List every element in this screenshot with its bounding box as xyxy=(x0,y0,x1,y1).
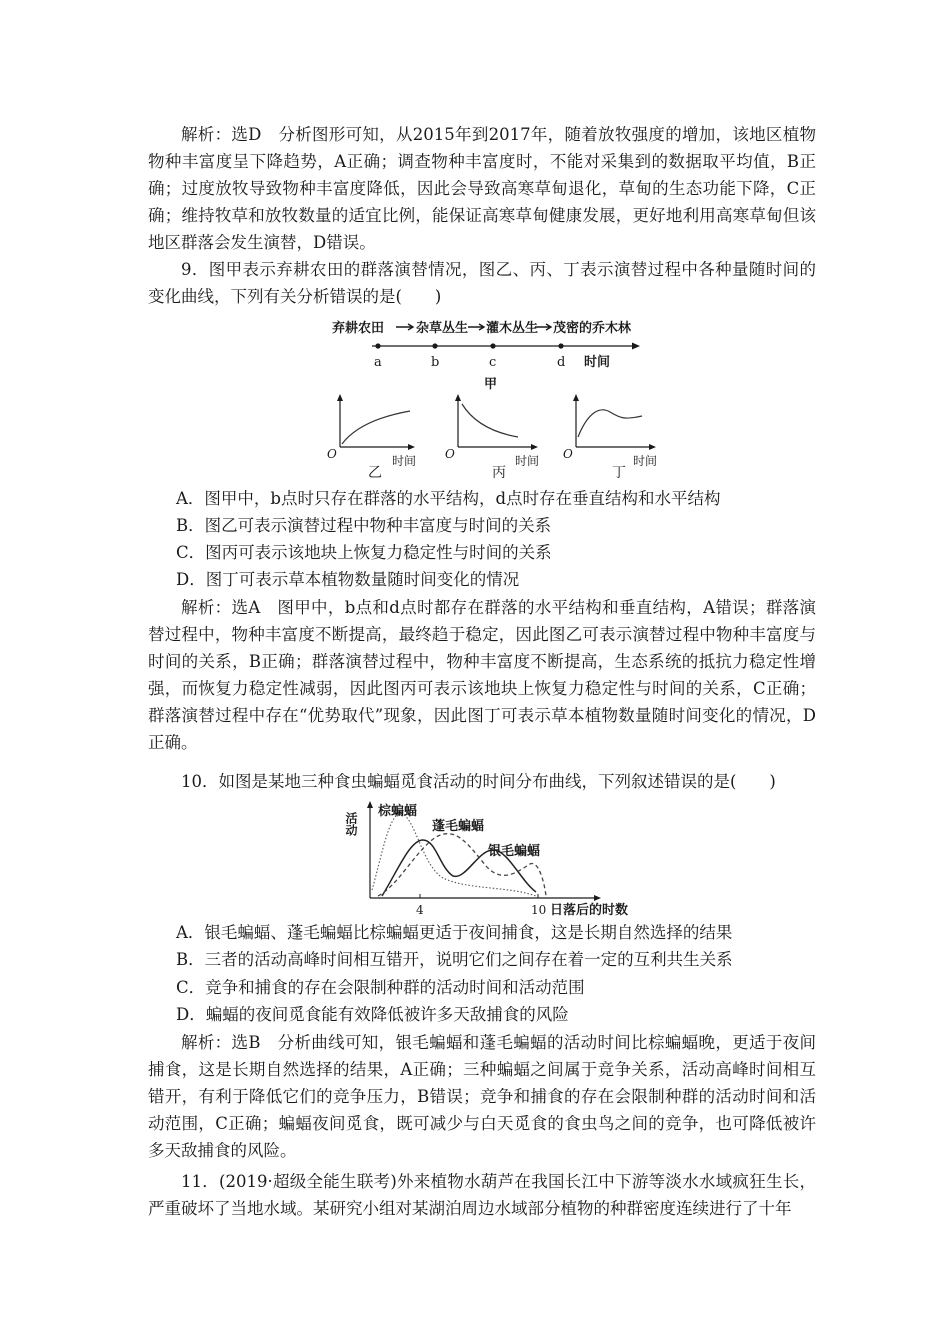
arrowhead-icon xyxy=(367,801,373,808)
origin-label: O xyxy=(563,447,573,461)
tick-label: 4 xyxy=(416,903,424,917)
stage-label: 茂密的乔木林 xyxy=(553,321,632,336)
origin-label: O xyxy=(445,447,455,461)
q10-option-a: A．银毛蝙蝠、蓬毛蝙蝠比棕蝙蝠更适于夜间捕食，这是长期自然选择的结果 xyxy=(176,923,733,942)
figure-jia xyxy=(320,316,650,394)
point-d xyxy=(558,343,563,348)
graph-ding xyxy=(558,392,663,482)
q9-option-b: B．图乙可表示演替过程中物种丰富度与时间的关系 xyxy=(176,516,552,535)
analysis-q10: 解析：选B 分析曲线可知，银毛蝙蝠和蓬毛蝙蝠的活动时间比棕蝙蝠晚，更适于夜间捕食，这是长期自然选择的结果，A正确；三种蝙蝠之间属于竞争关系，活动高峰时间相互错开，有利于降低它们的竞争压力，B错误；竞争和捕食的存在会限制种群的活动时间和活动范围，C正确；蝙蝠夜间觅食，既可减少与白天觅食的食虫鸟之间的竞争，也可降低被许多天敌捕食的风险。 xyxy=(148,1033,816,1160)
q9-option-a: A．图甲中，b点时只存在群落的水平结构，d点时存在垂直结构和水平结构 xyxy=(176,489,721,508)
arrowhead-icon xyxy=(594,895,601,901)
arrow-icon xyxy=(468,324,484,330)
graph-yi xyxy=(322,392,422,482)
caption-bing: 丙 xyxy=(492,465,506,481)
axis-label-time: 时间 xyxy=(584,355,611,370)
arrowhead-icon xyxy=(337,394,343,401)
series-label: 棕蝙蝠 xyxy=(378,804,418,819)
arrowhead-icon xyxy=(573,394,579,401)
y-axis-label: 活动 xyxy=(344,812,358,836)
point-a xyxy=(375,343,380,348)
analysis-q9: 解析：选A 图甲中，b点和d点时都存在群落的水平结构和垂直结构，A错误；群落演替过程中，物种丰富度不断提高，最终趋于稳定，因此图乙可表示演替过程中物种丰富度与时间的关系，B正确；群落演替过程中，物种丰富度不断提高，生态系统的抵抗力稳定性增强，而恢复力稳定性减弱，因此图丙可表示该地块上恢复力稳定性与时间的关系，C正确；群落演替过程中存在“优势取代”现象，因此图丁可表示草本植物数量随时间变化的情况，D正确。 xyxy=(148,598,816,752)
arrowhead-icon xyxy=(531,444,538,450)
bat-activity-figure xyxy=(344,800,638,920)
x-axis-label: 时间 xyxy=(633,454,658,468)
question-10-stem: 10．如图是某地三种食虫蝙蝠觅食活动的时间分布曲线，下列叙述错误的是( ) xyxy=(181,772,776,791)
curve xyxy=(342,411,410,444)
question-9-stem: 9．图甲表示弃耕农田的群落演替情况，图乙、丙、丁表示演替过程中各种量随时间的变化曲线，下列有关分析错误的是( ) xyxy=(148,260,816,306)
q10-option-b: B．三者的活动高峰时间相互错开，说明它们之间存在着一定的互利共生关系 xyxy=(176,950,733,969)
origin-label: O xyxy=(327,447,337,461)
point-label: c xyxy=(489,355,497,370)
arrowhead-icon xyxy=(455,394,461,401)
point-label: a xyxy=(374,355,382,370)
x-axis-label: 日落后的时数 xyxy=(550,903,629,918)
stage-label: 灌木丛生 xyxy=(486,321,539,336)
series-label: 蓬毛蝙蝠 xyxy=(432,819,485,834)
caption-jia: 甲 xyxy=(484,377,498,392)
point-b xyxy=(432,343,437,348)
series-label: 银毛蝙蝠 xyxy=(488,844,541,859)
curve xyxy=(462,404,518,437)
q9-option-d: D．图丁可表示草本植物数量随时间变化的情况 xyxy=(176,570,520,589)
arrowhead-icon xyxy=(649,444,656,450)
tick-label: 10 xyxy=(531,903,547,917)
stage-label: 弃耕农田 xyxy=(332,321,385,336)
question-11-stem: 11．(2019·超级全能生联考)外来植物水葫芦在我国长江中下游等淡水水域疯狂生长，严重破坏了当地水域。某研究小组对某湖泊周边水域部分植物的种群密度连续进行了十年 xyxy=(148,1172,816,1218)
graph-bing xyxy=(440,392,545,482)
arrow-icon xyxy=(396,324,413,330)
q10-option-d: D．蝙蝠的夜间觅食能有效降低被许多天敌捕食的风险 xyxy=(176,1005,569,1024)
point-c xyxy=(490,343,495,348)
point-label: b xyxy=(431,355,440,370)
curve xyxy=(578,410,642,437)
caption-ding: 丁 xyxy=(612,465,626,481)
point-label: d xyxy=(557,355,566,370)
q9-option-c: C．图丙可表示该地块上恢复力稳定性与时间的关系 xyxy=(176,543,552,562)
x-axis-label: 时间 xyxy=(392,454,417,468)
q10-option-c: C．竞争和捕食的存在会限制种群的活动时间和活动范围 xyxy=(176,978,585,997)
x-axis-label: 时间 xyxy=(515,454,540,468)
arrowhead-icon xyxy=(632,343,640,350)
arrowhead-icon xyxy=(408,444,415,450)
analysis-q8: 解析：选D 分析图形可知，从2015年到2017年，随着放牧强度的增加，该地区植物物种丰富度呈下降趋势，A正确；调查物种丰富度时，不能对采集到的数据取平均值，B正确；过度放牧导致物种丰富度降低，因此会导致高寒草甸退化，草甸的生态功能下降，C正确；维持牧草和放牧数量的适宜比例，能保证高寒草甸健康发展，更好地利用高寒草甸但该地区群落会发生演替，D错误。 xyxy=(148,125,816,252)
stage-label: 杂草丛生 xyxy=(416,321,469,336)
caption-yi: 乙 xyxy=(368,465,382,481)
